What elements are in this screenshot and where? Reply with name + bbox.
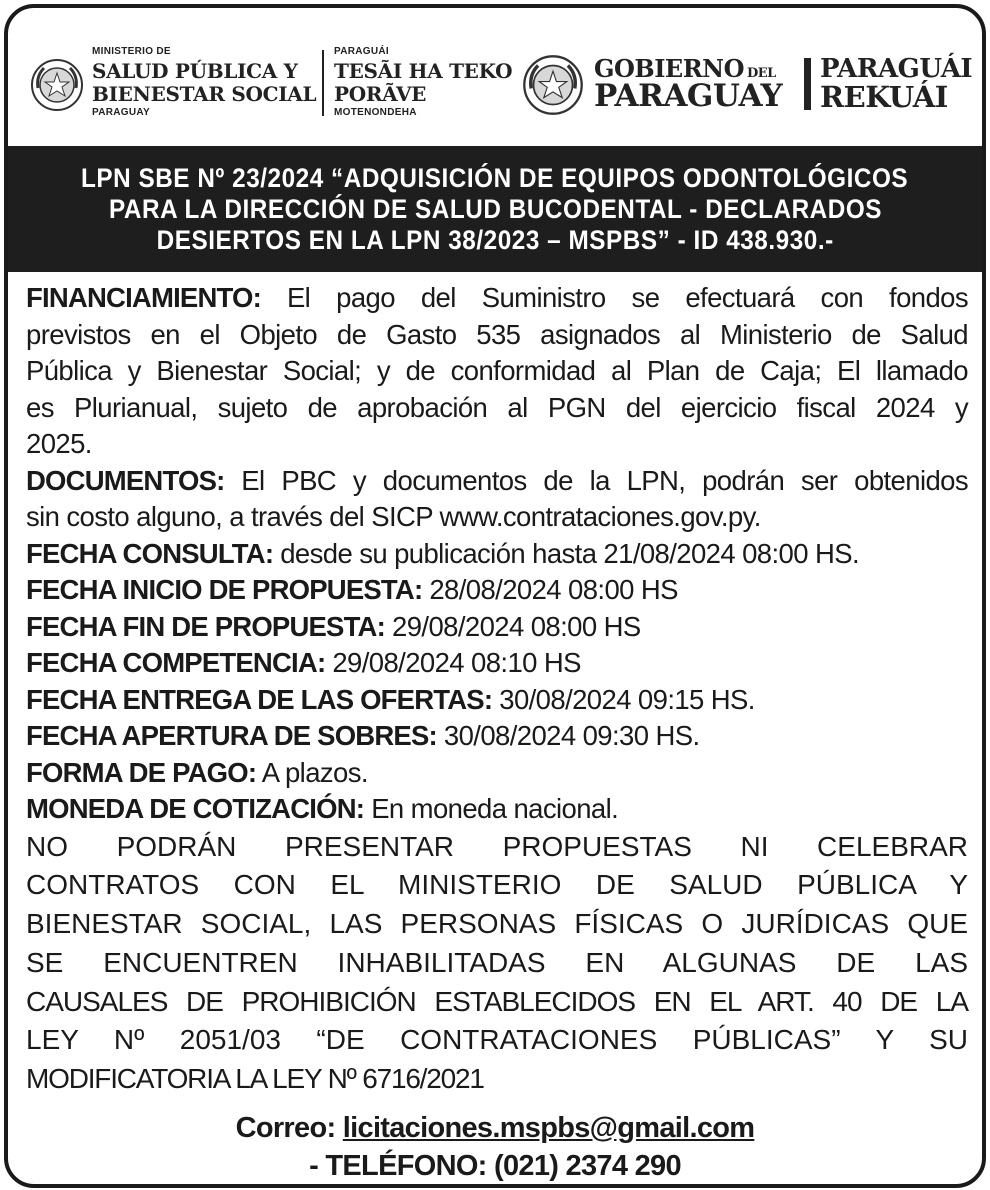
title-line: LPN SBE Nº 23/2024 “ADQUISICIÓN DE EQUIPOS ODONTOLÓGICOS bbox=[81, 162, 909, 193]
financiamiento-line bbox=[26, 280, 968, 317]
rekuai-logo-line2: REKUÁI bbox=[820, 80, 948, 114]
fecha-inicio bbox=[26, 572, 968, 609]
notice-line: CAUSALES DE PROHIBICIÓN ESTABLECIDOS EN EL ART. 40 DE LA bbox=[26, 985, 968, 1017]
forma-pago-value: A plazos. bbox=[261, 756, 368, 788]
documentos-line bbox=[26, 463, 968, 500]
email-label: Correo: bbox=[235, 1112, 336, 1144]
financiamiento-line: es Plurianual, sujeto de aprobación al PGN del ejercicio fiscal 2024 y bbox=[26, 391, 968, 423]
gobierno-logo-word: GOBIERNO bbox=[594, 54, 744, 83]
notice-line: NO PODRÁN PRESENTAR PROPUESTAS NI CELEBRAR bbox=[26, 830, 968, 862]
fecha-fin-label: FECHA FIN DE PROPUESTA: bbox=[26, 610, 385, 642]
gobierno-logo-del: DEL bbox=[747, 66, 776, 81]
notice-line: LEY Nº 2051/03 “DE CONTRATACIONES PÚBLICAS” Y SU bbox=[26, 1024, 968, 1056]
title-line: DESIERTOS EN LA LPN 38/2023 – MSPBS” - ID 438.930.- bbox=[156, 224, 834, 255]
guarani-logo-top: PARAGUÁI bbox=[334, 46, 389, 57]
header-logos bbox=[8, 8, 982, 146]
fecha-apertura-label: FECHA APERTURA DE SOBRES: bbox=[26, 720, 437, 751]
gobierno-divider bbox=[804, 58, 811, 110]
notice-frame bbox=[4, 4, 986, 1188]
notice-body bbox=[26, 280, 968, 1099]
national-seal-icon bbox=[30, 58, 84, 112]
fecha-apertura-value: 30/08/2024 09:30 HS. bbox=[443, 720, 700, 751]
fecha-entrega-value: 30/08/2024 09:15 HS. bbox=[499, 683, 755, 715]
fecha-entrega bbox=[26, 682, 968, 719]
documentos-text: El PBC y documentos de la LPN, podrán ser obtenidos bbox=[241, 464, 968, 496]
national-seal-icon bbox=[522, 54, 584, 116]
fecha-fin bbox=[26, 609, 968, 646]
fecha-consulta-label: FECHA CONSULTA: bbox=[26, 537, 274, 569]
financiamiento-line: previstos en el Objeto de Gasto 535 asignados al Ministerio de Salud bbox=[26, 318, 968, 350]
gobierno-logo-line2: PARAGUAY bbox=[594, 78, 783, 114]
fecha-inicio-label: FECHA INICIO DE PROPUESTA: bbox=[26, 574, 423, 605]
forma-pago-label: FORMA DE PAGO: bbox=[26, 756, 257, 788]
notice-line: CONTRATOS CON EL MINISTERIO DE SALUD PÚBLICA Y bbox=[26, 869, 968, 901]
fecha-competencia bbox=[26, 645, 968, 682]
financiamiento-line: Pública y Bienestar Social; y de conformidad al Plan de Caja; El llamado bbox=[26, 355, 968, 386]
financiamiento-line: 2025. bbox=[26, 428, 92, 459]
fecha-competencia-value: 29/08/2024 08:10 HS bbox=[332, 647, 581, 678]
guarani-logo-line1: TESÃI HA TEKO bbox=[334, 59, 513, 83]
fecha-apertura bbox=[26, 718, 968, 755]
moneda-label: MONEDA DE COTIZACIÓN: bbox=[26, 793, 365, 824]
title-banner bbox=[8, 146, 982, 272]
title-line: PARA LA DIRECCIÓN DE SALUD BUCODENTAL - DECLARADOS bbox=[108, 193, 882, 224]
phone-label: - TELÉFONO: bbox=[309, 1150, 487, 1182]
fecha-consulta-value: desde su publicación hasta 21/08/2024 08:00 HS. bbox=[280, 537, 860, 569]
documentos-label: DOCUMENTOS: bbox=[26, 464, 225, 496]
fecha-entrega-label: FECHA ENTREGA DE LAS OFERTAS: bbox=[26, 683, 493, 715]
msp-logo-line1: SALUD PÚBLICA Y bbox=[92, 59, 298, 83]
msp-logo-line2: BIENESTAR SOCIAL bbox=[92, 82, 317, 106]
fecha-competencia-label: FECHA COMPETENCIA: bbox=[26, 647, 326, 678]
phone-number: (021) 2374 290 bbox=[494, 1150, 681, 1182]
financiamiento-label: FINANCIAMIENTO: bbox=[26, 282, 261, 313]
logo-divider bbox=[322, 50, 324, 116]
email-link[interactable]: licitaciones.mspbs@gmail.com bbox=[342, 1112, 755, 1144]
fecha-consulta bbox=[26, 536, 968, 573]
moneda-value: En moneda nacional. bbox=[371, 793, 619, 824]
msp-logo-bottom: PARAGUAY bbox=[92, 107, 150, 118]
notice-line: MODIFICATORIA LA LEY Nº 6716/2021 bbox=[26, 1063, 484, 1095]
notice-line: SE ENCUENTREN INHABILITADAS EN ALGUNAS DE LAS bbox=[26, 946, 968, 978]
phone-line bbox=[8, 1150, 982, 1183]
documentos-line: sin costo alguno, a través del SICP www.contrataciones.gov.py. bbox=[26, 501, 761, 532]
rekuai-logo-line1: PARAGUÁI bbox=[820, 54, 973, 84]
msp-logo-top: MINISTERIO DE bbox=[92, 46, 171, 57]
financiamiento-text: El pago del Suministro se efectuará con fondos bbox=[286, 282, 968, 313]
forma-pago bbox=[26, 755, 968, 792]
guarani-logo-bottom: MOTENONDEHA bbox=[334, 107, 417, 118]
moneda bbox=[26, 791, 968, 828]
guarani-logo-line2: PORÃVE bbox=[334, 82, 427, 106]
email-line bbox=[8, 1112, 982, 1145]
fecha-fin-value: 29/08/2024 08:00 HS bbox=[392, 610, 641, 642]
fecha-inicio-value: 28/08/2024 08:00 HS bbox=[429, 574, 678, 605]
notice-line: BIENESTAR SOCIAL, LAS PERSONAS FÍSICAS O JURÍDICAS QUE bbox=[26, 908, 968, 940]
